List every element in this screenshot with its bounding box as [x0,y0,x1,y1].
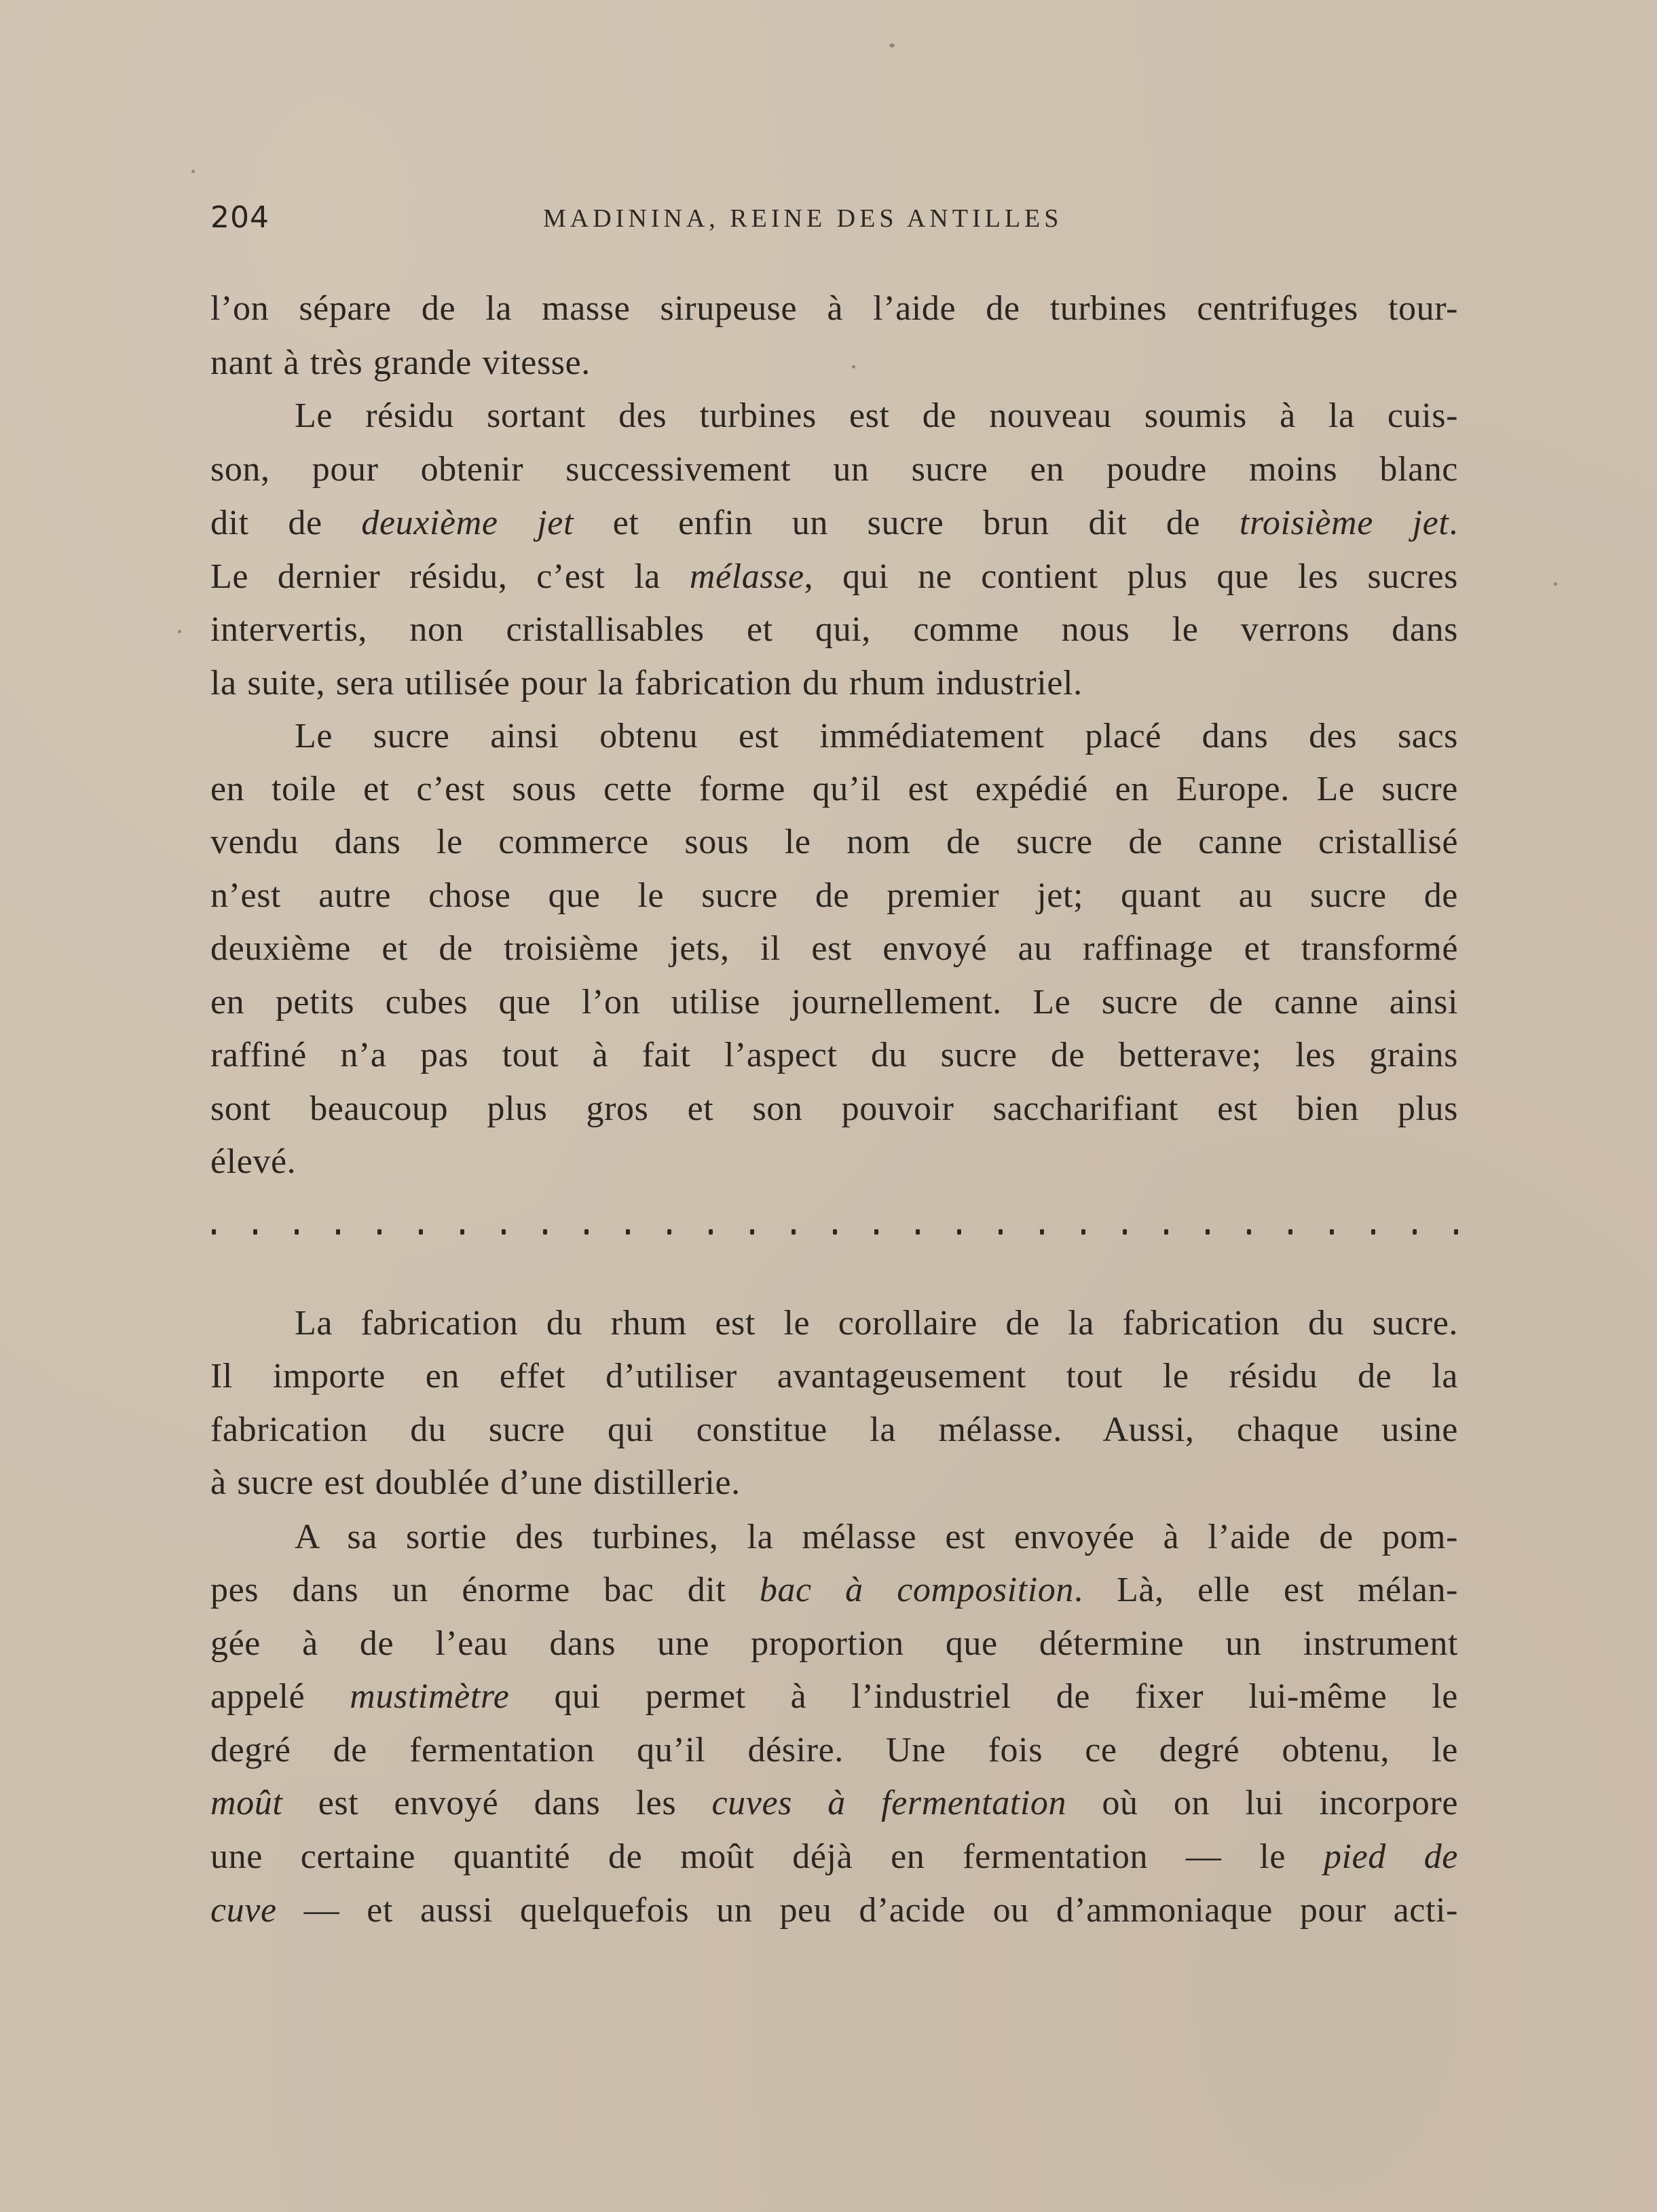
separator-dot [419,1229,423,1235]
separator-dot [543,1229,547,1235]
text-run: pes dans un énorme bac dit [210,1571,760,1609]
separator-dot [377,1229,381,1235]
text-line [210,1837,1458,1877]
text-run: vendu dans le commerce sous le nom de sucre de canne cristallisé [210,823,1458,861]
text-run: . Là, elle est mélan- [1074,1571,1458,1609]
text-line [295,396,1458,436]
text-line [210,822,1458,863]
text-line [210,1624,1458,1664]
text-line [210,1089,1458,1129]
text-run: nant à très grande vitesse. [210,343,591,382]
text-run: Le dernier résidu, c’est la [210,557,690,596]
running-head [210,201,1458,235]
text-run: l’on sépare de la masse sirupeuse à l’aide de turbines centrifuges tour- [210,289,1458,328]
text-line [210,1410,1458,1450]
separator-dot [1123,1229,1127,1235]
separator-dot [833,1229,837,1235]
text-run: gée à de l’eau dans une proportion que détermine un instrument [210,1624,1458,1663]
text-run: en toile et c’est sous cette forme qu’il est expédié en Europe. Le sucre [210,770,1458,808]
text-run: une certaine quantité de moût déjà en fermentation — le [210,1837,1324,1876]
separator-dot [295,1229,299,1235]
running-title: MADININA, REINE DES ANTILLES [543,204,1063,233]
text-line [210,610,1458,650]
text-run: deuxième et de troisième jets, il est envoyé au raffinage et transformé [210,929,1458,968]
separator-dot [709,1229,713,1235]
separator-dot [336,1229,340,1235]
text-line [295,1517,1458,1558]
text-line [210,557,1458,597]
italic-term: cuve [210,1891,277,1930]
separator-dot [1454,1229,1458,1235]
italic-term: mélasse [689,557,804,596]
text-line [210,876,1458,916]
dotted-separator [212,1222,1458,1242]
separator-dot [667,1229,671,1235]
text-run: où on lui incorpore [1066,1784,1459,1822]
separator-dot [957,1229,961,1235]
text-line [210,1730,1458,1771]
text-line [210,1035,1458,1076]
text-line [210,449,1458,490]
text-run: élevé. [210,1142,297,1181]
separator-dot [212,1229,216,1235]
separator-dot [253,1229,257,1235]
text-line [210,1356,1458,1397]
text-line [210,769,1458,810]
separator-dot [750,1229,754,1235]
text-line [210,343,1458,383]
paper-speck [191,170,195,173]
italic-term: cuves à fermentation [711,1784,1067,1822]
text-run: et enfin un sucre brun dit de [574,504,1240,542]
text-run: la suite, sera utilisée pour la fabrication du rhum industriel. [210,664,1083,702]
separator-dot [1371,1229,1375,1235]
text-run: fabrication du sucre qui constitue la mélasse. Aussi, chaque usine [210,1410,1458,1449]
separator-dot [1330,1229,1334,1235]
text-run: son, pour obtenir successivement un sucre en poudre moins blanc [210,450,1458,489]
text-line [295,1303,1458,1344]
text-run: dit de [210,504,362,542]
text-line [210,929,1458,969]
text-line [210,1676,1458,1717]
separator-dot [460,1229,464,1235]
paper-speck [852,365,855,369]
italic-term: pied de [1323,1837,1458,1876]
separator-dot [1206,1229,1210,1235]
text-run: La fabrication du rhum est le corollaire de la fabrication du sucre. [295,1304,1458,1343]
text-run: A sa sortie des turbines, la mélasse est envoyée à l’aide de pom- [295,1518,1458,1556]
italic-term: deuxième jet [361,504,574,542]
text-run: degré de fermentation qu’il désire. Une fois ce degré obtenu, le [210,1731,1458,1769]
separator-dot [584,1229,589,1235]
text-run: appelé [210,1677,350,1716]
text-line [210,1890,1458,1931]
text-run: Il importe en effet d’utiliser avantageusement tout le résidu de la [210,1357,1458,1395]
separator-dot [626,1229,630,1235]
paper-speck [178,630,181,633]
text-run: Le résidu sortant des turbines est de nouveau soumis à la cuis- [295,396,1458,435]
text-line [210,503,1458,544]
separator-dot [502,1229,506,1235]
text-line [210,1142,1458,1182]
paper-speck [1554,582,1557,586]
text-run: à sucre est doublée d’une distillerie. [210,1463,741,1502]
text-run: . [1449,504,1458,542]
separator-dot [1413,1229,1417,1235]
separator-dot [1288,1229,1292,1235]
text-run: Le sucre ainsi obtenu est immédiatement placé dans des sacs [295,717,1458,755]
text-line [210,663,1458,704]
text-run: — et aussi quelquefois un peu d’acide ou d’ammoniaque pour acti- [276,1891,1458,1930]
text-line [210,982,1458,1023]
text-run: intervertis, non cristallisables et qui, comme nous le verrons dans [210,610,1458,649]
separator-dot [999,1229,1003,1235]
text-run: n’est autre chose que le sucre de premier jet; quant au sucre de [210,876,1458,915]
text-run: est envoyé dans les [282,1784,712,1822]
separator-dot [792,1229,796,1235]
page-number: 204 [210,200,269,235]
text-line [210,1463,1458,1503]
text-run: sont beaucoup plus gros et son pouvoir saccharifiant est bien plus [210,1089,1458,1128]
separator-dot [1040,1229,1044,1235]
text-line [210,1783,1458,1824]
text-run: qui permet à l’industriel de fixer lui-même le [509,1677,1458,1716]
italic-term: bac à composition [759,1571,1075,1609]
separator-dot [916,1229,920,1235]
separator-dot [1247,1229,1251,1235]
italic-term: troisième jet [1239,504,1449,542]
text-line [210,1570,1458,1611]
separator-dot [874,1229,878,1235]
separator-dot [1081,1229,1085,1235]
italic-term: mustimètre [350,1677,510,1716]
text-run: , qui ne contient plus que les sucres [804,557,1458,596]
paper-speck [889,43,895,48]
text-run: en petits cubes que l’on utilise journellement. Le sucre de canne ainsi [210,983,1458,1021]
text-line [295,716,1458,757]
italic-term: moût [210,1784,283,1822]
text-run: raffiné n’a pas tout à fait l’aspect du sucre de betterave; les grains [210,1036,1458,1074]
text-line [210,288,1458,329]
separator-dot [1164,1229,1168,1235]
